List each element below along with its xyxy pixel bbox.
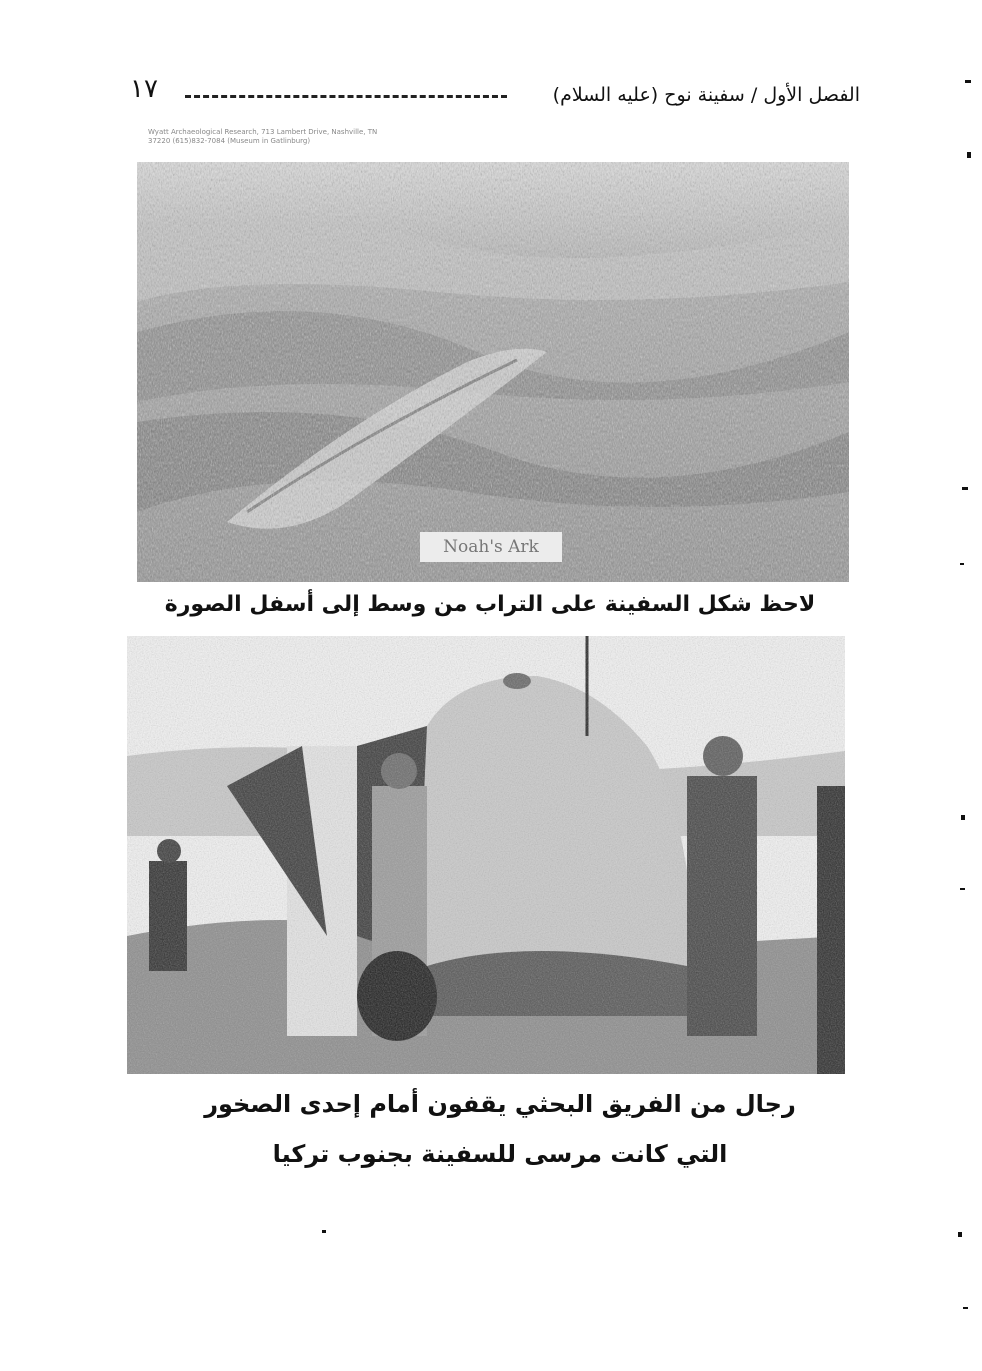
scan-speck [963, 1307, 968, 1309]
scan-speck [960, 563, 964, 565]
bottom-photo-caption-line2: التي كانت مرسى للسفينة بجنوب تركيا [272, 1140, 728, 1168]
scan-speck [967, 152, 971, 158]
scan-speck [962, 487, 968, 490]
scan-speck [961, 815, 965, 820]
anchor-stone-photo [127, 636, 845, 1074]
photo-credit: Wyatt Archaeological Research, 713 Lambert Drive, Nashville, TN 37220 (615)832-7084 (Museum in Gatlinburg) [148, 128, 378, 145]
ark-label: Noah's Ark [420, 532, 562, 562]
running-title: الفصل الأول / سفينة نوح (عليه السلام) [552, 84, 860, 106]
scan-speck [965, 80, 971, 83]
ark-site-photo [137, 162, 849, 582]
scan-speck [322, 1230, 326, 1233]
ark-site-image [137, 162, 849, 582]
top-photo-caption: لاحظ شكل السفينة على التراب من وسط إلى أسفل الصورة [164, 592, 816, 617]
header-divider [185, 95, 507, 98]
scan-speck [960, 888, 965, 890]
scan-speck [958, 1232, 962, 1237]
bottom-photo-caption-line1: رجال من الفريق البحثي يقفون أمام إحدى الصخور [204, 1090, 796, 1118]
anchor-stone-image [127, 636, 845, 1074]
page-number: ١٧ [130, 74, 158, 104]
